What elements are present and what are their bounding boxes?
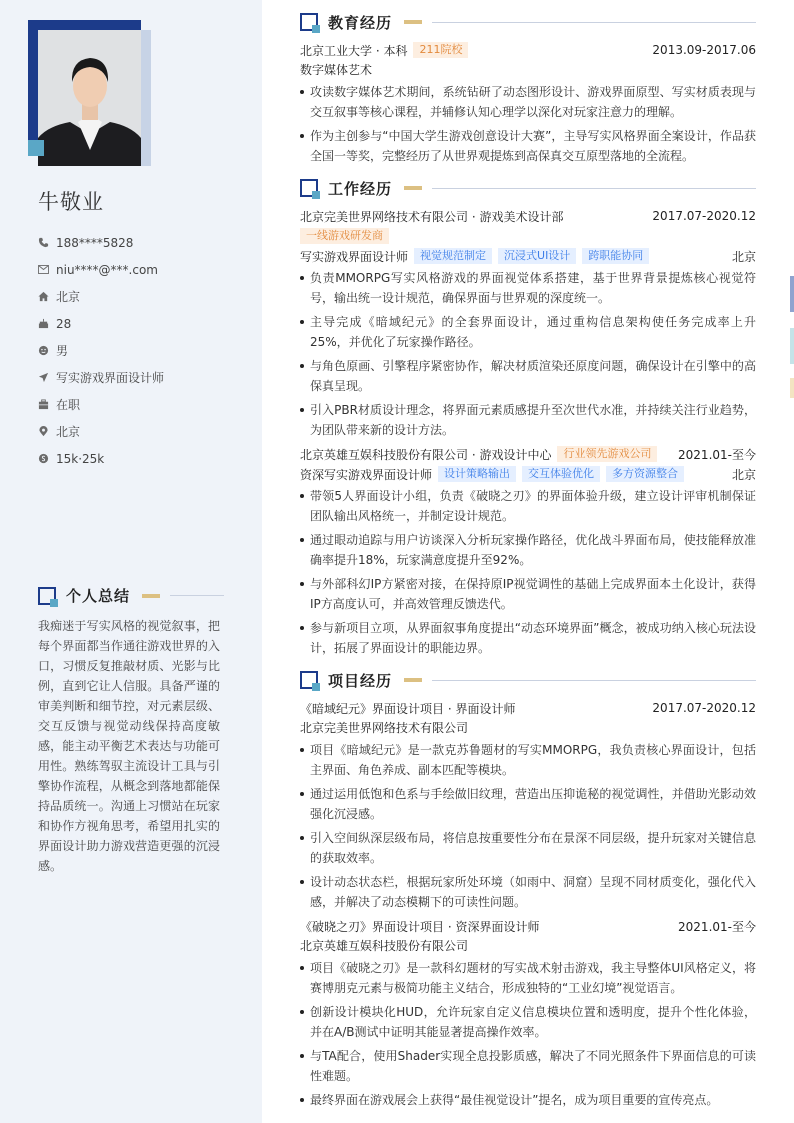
info-location-text: 北京: [56, 425, 81, 439]
work-section: [300, 176, 756, 658]
job-company-tag-row: [300, 226, 756, 246]
info-email: [38, 256, 164, 283]
project-name: 《破晓之刃》界面设计项目 · 资深界面设计师: [300, 919, 540, 934]
list-item: 项目《破晓之刃》是一款科幻题材的写实战术射击游戏，我主导整体UI风格定义，将赛博朋克元素与极简功能主义结合，形成独特的“工业幻境”视觉语言。: [300, 958, 756, 998]
info-location: [38, 418, 164, 445]
photo-corner-accent: [28, 140, 44, 156]
title-divider: [170, 595, 224, 596]
info-hometown-text: 北京: [56, 290, 81, 304]
phone-icon: [38, 237, 56, 248]
deco-bar-blue: [790, 276, 794, 312]
projects-section: [300, 668, 756, 1110]
info-status: [38, 391, 164, 418]
list-item: 参与新项目立项，从界面叙事角度提出“动态环境界面”概念，被成功纳入核心玩法设计，拓展了界面设计的职能边界。: [300, 618, 756, 658]
job-header: [300, 444, 756, 464]
job-role-row: [300, 464, 756, 484]
project-entry: [300, 916, 756, 1110]
job-company: 北京完美世界网络技术有限公司 · 游戏美术设计部: [300, 209, 564, 224]
summary-text: 我痴迷于写实风格的视觉叙事，把每个界面都当作通往游戏世界的入口，习惯反复推敲材质、光影与比例，直到它让人信服。具备严谨的审美判断和细节控，对元素层级、交互反馈与视觉动线保持高度敏感，能主动平衡艺术表达与功能可用性。熟练驾驭主流设计工具与引擎协作流程，从概念到落地都能保持品质统一。沟通上习惯站在玩家和协作方视角思考，希望用扎实的界面设计助力游戏营造更强的沉浸感。: [38, 619, 220, 873]
project-name: 《暗域纪元》界面设计项目 · 界面设计师: [300, 701, 516, 716]
job-date: 2017.07-2020.12: [652, 209, 756, 223]
list-item: 通过运用低饱和色系与手绘做旧纹理，营造出压抑诡秘的视觉调性，并借助光影动效强化沉浸感。: [300, 784, 756, 824]
education-title: 教育经历: [328, 13, 393, 32]
info-gender: [38, 337, 164, 364]
section-square-icon: [38, 587, 56, 605]
deco-bar-teal: [790, 328, 794, 364]
list-item: 主导完成《暗域纪元》的全套界面设计，通过重构信息架构使任务完成率上升25%，并优化了玩家操作路径。: [300, 312, 756, 352]
list-item: 与外部科幻IP方紧密对接，在保持原IP视觉调性的基础上完成界面本土化设计，获得IP方高度认可，并高效管理反馈迭代。: [300, 574, 756, 614]
info-salary: [38, 445, 164, 472]
skill-tag: 交互体验优化: [522, 466, 600, 482]
skill-tag: 设计策略输出: [438, 466, 516, 482]
info-hometown: [38, 283, 164, 310]
info-gender-text: 男: [56, 344, 69, 358]
mail-icon: [38, 265, 56, 274]
title-gold-bar: [404, 186, 422, 190]
work-title: 工作经历: [328, 179, 393, 198]
list-item: 最终界面在游戏展会上获得“最佳视觉设计”提名，成为项目重要的宣传亮点。: [300, 1090, 756, 1110]
project-bullets: [300, 958, 756, 1110]
job-header: [300, 206, 756, 226]
education-header: [300, 40, 756, 60]
info-status-text: 在职: [56, 398, 81, 412]
summary-title: 个人总结: [66, 587, 131, 605]
title-divider: [432, 188, 756, 189]
project-company: 北京完美世界网络技术有限公司: [300, 721, 469, 735]
job-role: 写实游戏界面设计师: [300, 249, 409, 264]
job-entry: [300, 444, 756, 658]
title-gold-bar: [142, 594, 160, 598]
project-date: 2021.01-至今: [678, 919, 756, 934]
title-gold-bar: [404, 678, 422, 682]
list-item: 引入PBR材质设计理念，将界面元素质感提升至次世代水准，并持续关注行业趋势，为团队带来新的设计方法。: [300, 400, 756, 440]
company-tag: 一线游戏研发商: [300, 228, 389, 244]
major: 数字媒体艺术: [300, 63, 373, 77]
job-company: 北京英雄互娱科技股份有限公司 · 游戏设计中心: [300, 447, 552, 462]
info-age: [38, 310, 164, 337]
title-gold-bar: [404, 20, 422, 24]
salary-icon: [38, 453, 56, 464]
briefcase-icon: [38, 399, 56, 410]
skill-tag: 跨职能协同: [582, 248, 649, 264]
school-tag: 211院校: [413, 42, 468, 58]
job-bullets: [300, 268, 756, 440]
list-item: 与TA配合，使用Shader实现全息投影质感，解决了不同光照条件下界面信息的可读性难题。: [300, 1046, 756, 1086]
gender-icon: [38, 345, 56, 356]
info-position: [38, 364, 164, 391]
education-date: 2013.09-2017.06: [652, 43, 756, 57]
job-entry: [300, 206, 756, 440]
skill-tag: 视觉规范制定: [414, 248, 492, 264]
summary-section-title: [38, 585, 224, 606]
job-bullets: [300, 486, 756, 658]
list-item: 攻读数字媒体艺术期间，系统钻研了动态图形设计、游戏界面原型、写实材质表现与交互叙事等核心课程，并辅修认知心理学以深化对玩家注意力的理解。: [300, 82, 756, 122]
list-item: 带领5人界面设计小组，负责《破晓之刃》的界面体验升级，建立设计评审机制保证团队输出风格统一，并制定设计规范。: [300, 486, 756, 526]
project-bullets: [300, 740, 756, 912]
job-date: 2021.01-至今: [678, 447, 756, 462]
education-bullets: [300, 82, 756, 166]
job-role: 资深写实游戏界面设计师: [300, 467, 433, 482]
list-item: 创新设计模块化HUD，允许玩家自定义信息模块位置和透明度，提升个性化体验，并在A/B测试中证明其能显著提高操作效率。: [300, 1002, 756, 1042]
job-city: 北京: [731, 467, 756, 482]
cake-icon: [38, 318, 56, 329]
education-section: [300, 10, 756, 166]
info-email-text: niu****@***.com: [56, 262, 158, 277]
school-name: 北京工业大学 · 本科: [300, 43, 408, 58]
projects-section-title: [300, 668, 756, 692]
sidebar: [0, 0, 262, 1123]
skill-tag: 沉浸式UI设计: [498, 248, 576, 264]
job-role-row: [300, 246, 756, 266]
home-icon: [38, 291, 56, 302]
main-content: [300, 10, 756, 1120]
section-square-icon: [300, 179, 318, 197]
list-item: 作为主创参与“中国大学生游戏创意设计大赛”，主导写实风格界面全案设计，作品获全国一等奖，完整经历了从世界观提炼到高保真交互原型落地的全流程。: [300, 126, 756, 166]
info-position-text: 写实游戏界面设计师: [56, 371, 165, 385]
list-item: 项目《暗域纪元》是一款克苏鲁题材的写实MMORPG，我负责核心界面设计，包括主界面、角色养成、副本匹配等模块。: [300, 740, 756, 780]
contact-info-list: [38, 229, 164, 472]
education-section-title: [300, 10, 756, 34]
section-square-icon: [300, 671, 318, 689]
info-phone-text: 188****5828: [56, 235, 134, 250]
candidate-name: 牛敬业: [38, 190, 104, 214]
skill-tag: 多方资源整合: [606, 466, 684, 482]
list-item: 与角色原画、引擎程序紧密协作，解决材质渲染还原度问题，确保设计在引擎中的高保真呈现。: [300, 356, 756, 396]
deco-bar-gold: [790, 378, 794, 398]
info-age-text: 28: [56, 316, 72, 331]
title-divider: [432, 680, 756, 681]
project-date: 2017.07-2020.12: [652, 701, 756, 715]
job-city: 北京: [731, 249, 756, 264]
projects-title: 项目经历: [328, 671, 393, 690]
section-square-icon: [300, 13, 318, 31]
project-header: [300, 916, 756, 936]
project-company: 北京英雄互娱科技股份有限公司: [300, 939, 469, 953]
project-entry: [300, 698, 756, 912]
info-salary-text: 15k·25k: [56, 451, 105, 466]
info-phone: [38, 229, 164, 256]
list-item: 负责MMORPG写实风格游戏的界面视觉体系搭建，基于世界背景提炼核心视觉符号，输出统一设计规范，确保界面与世界观的深度统一。: [300, 268, 756, 308]
company-tag: 行业领先游戏公司: [557, 446, 657, 462]
list-item: 引入空间纵深层级布局，将信息按重要性分布在景深不同层级，提升玩家对关键信息的获取效率。: [300, 828, 756, 868]
project-header: [300, 698, 756, 718]
list-item: 设计动态状态栏，根据玩家所处环境（如雨中、洞窟）呈现不同材质变化，强化代入感，并解决了动态模糊下的可读性问题。: [300, 872, 756, 912]
location-icon: [38, 426, 56, 437]
work-section-title: [300, 176, 756, 200]
list-item: 通过眼动追踪与用户访谈深入分析玩家操作路径，优化战斗界面布局，使技能释放准确率提升18%，玩家满意度提升至92%。: [300, 530, 756, 570]
title-divider: [432, 22, 756, 23]
send-icon: [38, 372, 56, 383]
profile-photo: [38, 30, 141, 166]
